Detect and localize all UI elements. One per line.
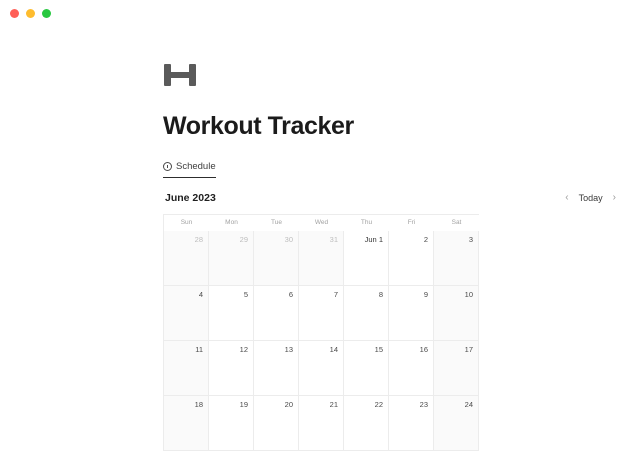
zoom-window-button[interactable] (42, 9, 51, 18)
calendar-day-number: 22 (374, 400, 383, 409)
close-window-button[interactable] (10, 9, 19, 18)
calendar-week-row (164, 286, 479, 341)
calendar-day-number: 16 (419, 345, 428, 354)
calendar-day-cell[interactable] (299, 231, 344, 286)
next-month-button[interactable]: › (612, 192, 616, 203)
calendar-week-row (164, 396, 479, 451)
calendar-toolbar (163, 192, 620, 204)
calendar-day-cell[interactable] (389, 286, 434, 341)
calendar-day-number: 2 (423, 235, 428, 244)
calendar-day-number: 29 (239, 235, 248, 244)
dumbbell-weight-right (189, 64, 196, 86)
calendar-day-number: 28 (194, 235, 203, 244)
calendar-day-number: 9 (423, 290, 428, 299)
calendar-day-cell[interactable] (389, 341, 434, 396)
calendar-day-number: 7 (333, 290, 338, 299)
calendar-day-number: 18 (194, 400, 203, 409)
calendar-day-number: 24 (464, 400, 473, 409)
weekday-label: Mon (209, 215, 254, 231)
calendar-day-cell[interactable] (254, 341, 299, 396)
calendar-day-number: 3 (468, 235, 473, 244)
calendar-day-cell[interactable] (209, 286, 254, 341)
tab-schedule[interactable] (163, 161, 216, 178)
calendar-week-row (164, 231, 479, 286)
calendar-grid (163, 214, 479, 451)
dumbbell-icon (163, 58, 197, 92)
minimize-window-button[interactable] (26, 9, 35, 18)
calendar-day-number: Jun 1 (364, 235, 383, 244)
calendar-day-cell[interactable] (344, 396, 389, 451)
calendar-day-number: 10 (464, 290, 473, 299)
weekday-label: Wed (299, 215, 344, 231)
calendar-day-number: 30 (284, 235, 293, 244)
calendar-day-cell[interactable] (164, 341, 209, 396)
calendar-day-cell[interactable] (434, 341, 479, 396)
calendar-day-number: 21 (329, 400, 338, 409)
calendar-day-number: 14 (329, 345, 338, 354)
calendar-weeks (164, 231, 479, 451)
today-button[interactable]: Today (578, 193, 603, 203)
page-title: Workout Tracker (163, 112, 354, 140)
calendar-day-cell[interactable] (254, 286, 299, 341)
window-titlebar (0, 0, 640, 26)
calendar-day-cell[interactable] (299, 341, 344, 396)
calendar-day-number: 5 (243, 290, 248, 299)
calendar-day-number: 19 (239, 400, 248, 409)
calendar-day-cell[interactable] (344, 231, 389, 286)
weekday-label: Sun (164, 215, 209, 231)
calendar-day-cell[interactable] (254, 396, 299, 451)
calendar-day-number: 12 (239, 345, 248, 354)
calendar-day-cell[interactable] (389, 396, 434, 451)
calendar-day-number: 31 (329, 235, 338, 244)
calendar-day-cell[interactable] (434, 286, 479, 341)
calendar-weekday-header (164, 215, 479, 231)
calendar-day-cell[interactable] (389, 231, 434, 286)
page-content (0, 58, 640, 451)
calendar-day-cell[interactable] (299, 286, 344, 341)
calendar-day-cell[interactable] (209, 231, 254, 286)
calendar-week-row (164, 341, 479, 396)
calendar-day-cell[interactable] (164, 231, 209, 286)
calendar-day-cell[interactable] (344, 286, 389, 341)
calendar-day-cell[interactable] (164, 396, 209, 451)
calendar-day-number: 20 (284, 400, 293, 409)
tab-schedule-label: Schedule (176, 161, 216, 172)
weekday-label: Tue (254, 215, 299, 231)
calendar-day-cell[interactable] (434, 396, 479, 451)
calendar-day-cell[interactable] (164, 286, 209, 341)
clock-icon (163, 162, 172, 171)
calendar-day-cell[interactable] (299, 396, 344, 451)
calendar-day-cell[interactable] (209, 396, 254, 451)
calendar-day-cell[interactable] (344, 341, 389, 396)
calendar-month-label: June 2023 (165, 192, 216, 204)
calendar-day-cell[interactable] (254, 231, 299, 286)
calendar-day-number: 13 (284, 345, 293, 354)
calendar-day-cell[interactable] (209, 341, 254, 396)
dumbbell-bar (169, 72, 191, 78)
calendar-day-cell[interactable] (434, 231, 479, 286)
calendar-day-number: 6 (288, 290, 293, 299)
calendar-day-number: 23 (419, 400, 428, 409)
calendar-day-number: 11 (195, 345, 203, 354)
calendar-day-number: 17 (464, 345, 473, 354)
weekday-label: Sat (434, 215, 479, 231)
calendar-day-number: 15 (374, 345, 383, 354)
tab-bar (163, 161, 620, 178)
previous-month-button[interactable]: ‹ (565, 192, 569, 203)
weekday-label: Thu (344, 215, 389, 231)
calendar-nav (565, 193, 616, 203)
weekday-label: Fri (389, 215, 434, 231)
calendar-day-number: 8 (378, 290, 383, 299)
calendar-day-number: 4 (198, 290, 203, 299)
